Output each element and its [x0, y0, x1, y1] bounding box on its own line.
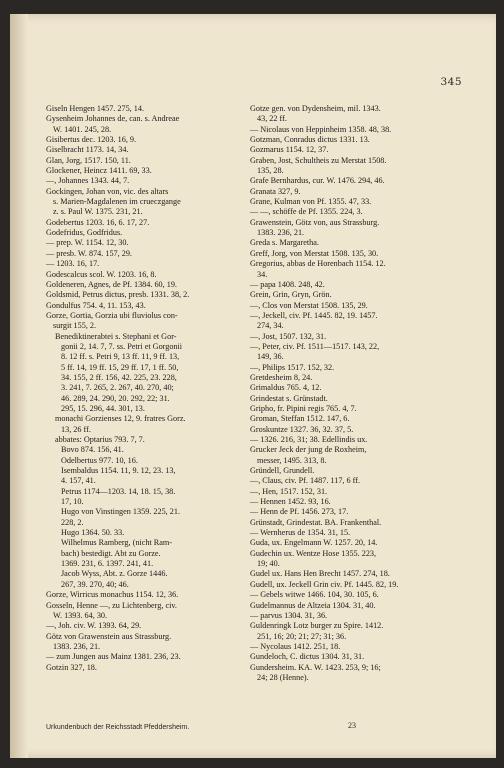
- index-entry: Hugo 1364. 50. 33.: [61, 528, 125, 538]
- index-entry: 5 ff. 14, 19 ff. 15, 29 ff. 17, 1 ff. 50,: [61, 362, 179, 372]
- index-entry: — parvus 1304. 31, 36.: [250, 610, 328, 620]
- signature-mark: 23: [348, 721, 356, 730]
- index-entry: 1383. 236, 21.: [257, 228, 305, 238]
- index-entry: 228, 2.: [61, 517, 84, 527]
- index-entry: —, Jeckell, civ. Pf. 1445. 82, 19. 1457.: [250, 310, 378, 320]
- page-number: 345: [440, 76, 462, 88]
- index-entry: Gotzman, Conradus dictus 1331. 13.: [250, 135, 370, 145]
- index-entry: 251, 16; 20; 21; 27; 31; 36.: [257, 631, 347, 641]
- index-column-left: [46, 104, 238, 673]
- index-entry: — Henn de Pf. 1456. 273, 17.: [250, 507, 349, 517]
- page-footer: Urkundenbuch der Reichsstadt Pfeddersheim.: [46, 724, 190, 731]
- index-entry: W. 1401. 245, 28.: [53, 124, 112, 134]
- index-entry: —, Peter, civ. Pf. 1511—1517. 143, 22,: [250, 341, 380, 351]
- index-entry: Gorze, Gortia, Gorzia ubi fluviolus con-: [46, 310, 178, 320]
- index-entry: 267, 39. 270, 40; 46.: [61, 579, 129, 589]
- index-entry: —, Claus, civ. Pf. 1487. 117, 6 ff.: [250, 476, 360, 486]
- index-entry: Gosseln, Henne —, zu Lichtenberg, civ.: [46, 600, 177, 610]
- index-entry: Bovo 874. 156, 41.: [61, 445, 124, 455]
- index-entry: 4. 157, 41.: [61, 476, 96, 486]
- index-entry: Groman, Steffan 1512. 147, 6.: [250, 414, 350, 424]
- index-entry: 3. 241, 7. 265, 2. 267, 40. 270, 40;: [61, 383, 174, 393]
- index-entry: — Nicolaus von Heppinheim 1358. 48, 38.: [250, 124, 392, 134]
- index-entry: Gotzin 327, 18.: [46, 662, 97, 672]
- index-entry: Gripho, fr. Pipini regis 765. 4, 7.: [250, 403, 357, 413]
- index-entry: Gregorius, abbas de Horenbach 1154. 12.: [250, 259, 386, 269]
- index-entry: 43, 22 ff.: [257, 114, 287, 124]
- index-entry: Gondulfus 754. 4, 11. 153, 43.: [46, 300, 146, 310]
- index-entry: Gockingen, Johan von, vic. des altars: [46, 186, 169, 196]
- index-entry: messer, 1495. 313, 8.: [257, 455, 327, 465]
- index-entry: — zum Jungen aus Mainz 1381. 236, 23.: [46, 652, 181, 662]
- index-entry: 34. 155, 2 ff. 156, 42. 225, 23. 228,: [61, 372, 177, 382]
- index-entry: Gudell, ux. Jeckell Grin civ. Pf. 1445. 82, 19.: [250, 579, 399, 589]
- index-entry: Grimaldus 765. 4, 12.: [250, 383, 322, 393]
- index-entry: 135, 28.: [257, 166, 284, 176]
- index-entry: — Hennen 1452. 93, 16.: [250, 497, 331, 507]
- index-entry: Grindestat s. Grünstadt.: [250, 393, 328, 403]
- index-entry: Grünstadt, Grindestat. BA. Frankenthal.: [250, 517, 382, 527]
- index-entry: monachi Gorzienses 12, 9. fratres Gorz.: [55, 414, 186, 424]
- index-entry: surgit 155, 2.: [53, 321, 97, 331]
- index-entry: Graben, Jost, Schultheis zu Merstat 1508.: [250, 155, 387, 165]
- index-entry: 149, 36.: [257, 352, 284, 362]
- index-entry: Guldenringk Lotz burger zu Spire. 1412.: [250, 621, 384, 631]
- index-entry: Godebertus 1203. 16, 6. 17, 27.: [46, 217, 150, 227]
- index-entry: — Wernherus de 1354. 31, 15.: [250, 528, 351, 538]
- index-entry: Petrus 1174—1203. 14, 18. 15, 38.: [61, 486, 176, 496]
- index-entry: 17, 10.: [61, 497, 84, 507]
- index-entry: Grein, Grin, Gryn, Grön.: [250, 290, 332, 300]
- index-entry: Isembaldus 1154. 11, 9. 12, 23. 13,: [61, 466, 176, 476]
- index-entry: s. Marien-Magdalenen im crueczgange: [53, 197, 181, 207]
- index-entry: —, Jost, 1507. 132, 31.: [250, 331, 327, 341]
- index-entry: Gundeloch, C. dictus 1304. 31, 31.: [250, 652, 365, 662]
- index-entry: — 1326. 216, 31; 38. Edellindis ux.: [250, 435, 368, 444]
- index-column-right: [250, 104, 458, 683]
- index-entry: Goldsmid, Petrus dictus, presb. 1331. 38, 2.: [46, 290, 190, 300]
- index-entry: Gudechin ux. Wentze Hose 1355. 223,: [250, 548, 377, 558]
- index-entry: gonii 2, 14. 7, 7. ss. Petri et Gorgonii: [61, 341, 183, 351]
- index-entry: Jacob Wyss, Abt. z. Gorze 1446.: [61, 569, 168, 579]
- index-entry: 19; 40.: [257, 559, 280, 569]
- index-entry: Gozmarus 1154. 12, 37.: [250, 145, 329, 155]
- index-entry: Glan, Jorg, 1517. 150, 11.: [46, 155, 131, 165]
- index-entry: 46. 289, 24. 290, 20. 292, 22; 31.: [61, 393, 170, 403]
- index-entry: Greff, Jorg, von Merstat 1508. 135, 30.: [250, 248, 379, 258]
- index-entry: W. 1393. 64, 30.: [53, 610, 108, 620]
- index-entry: Gründell, Grundell.: [250, 466, 315, 476]
- index-entry: Glockener, Heincz 1411. 69, 33.: [46, 166, 152, 176]
- index-entry: Gotze gen. von Dydensheim, mil. 1343.: [250, 104, 381, 113]
- index-entry: — presb. W. 874. 157, 29.: [46, 248, 132, 258]
- index-entry: Odelbertus 977. 10, 16.: [61, 455, 138, 465]
- index-entry: — prep. W. 1154. 12, 30.: [46, 238, 129, 248]
- index-entry: —, Joh. civ. W. 1393. 64, 29.: [46, 621, 142, 631]
- index-entry: —, Clos von Merstat 1508. 135, 29.: [250, 300, 368, 310]
- index-entry: — 1203. 16, 17.: [46, 259, 100, 269]
- index-entry: Grawenstein, Götz von, aus Strassburg.: [250, 217, 380, 227]
- index-entry: Gretdesheim 8, 24.: [250, 372, 313, 382]
- index-entry: — —, schöffe de Pf. 1355. 224, 3.: [250, 207, 363, 217]
- index-entry: 13, 26 ff.: [61, 424, 91, 434]
- index-entry: Gysenheim Johannes de, can. s. Andreae: [46, 114, 180, 124]
- index-entry: 1369. 231, 6. 1397. 241, 41.: [61, 559, 154, 569]
- index-entry: Groskuntze 1327. 36, 32. 37, 5.: [250, 424, 354, 434]
- index-entry: — Nycolaus 1412. 251, 18.: [250, 641, 341, 651]
- index-entry: — papa 1408. 248, 42.: [250, 279, 325, 289]
- index-entry: 34.: [257, 269, 268, 279]
- index-entry: Godescalcus scol. W. 1203. 16, 8.: [46, 269, 157, 279]
- index-entry: bach) bestedigt. Abt zu Gorze.: [61, 548, 161, 558]
- index-entry: 295, 15. 296, 44. 301, 13.: [61, 403, 145, 413]
- index-entry: Grane, Kulman von Pf. 1355. 47, 33.: [250, 197, 372, 207]
- index-entry: Gudelmannus de Altzeia 1304. 31, 40.: [250, 600, 376, 610]
- index-entry: —, Philips 1517. 152, 32.: [250, 362, 335, 372]
- index-entry: Greda s. Margaretha.: [250, 238, 319, 248]
- index-entry: Guda, ux. Engelmann W. 1257. 20, 14.: [250, 538, 378, 548]
- index-entry: 274, 34.: [257, 321, 284, 331]
- index-entry: Gisibertus dec. 1203. 16, 9.: [46, 135, 137, 145]
- index-entry: —, Johannes 1343. 44, 7.: [46, 176, 130, 186]
- index-entry: Giselbracht 1173. 14, 34.: [46, 145, 129, 155]
- index-entry: Götz von Grawenstein aus Strassburg.: [46, 631, 172, 641]
- index-entry: 8. 12 ff. s. Petri 9, 13 ff. 11, 9 ff. 13,: [61, 352, 180, 362]
- page-gutter-shadow: [10, 14, 28, 758]
- index-entry: 24; 28 (Henne).: [257, 672, 309, 682]
- index-entry: Giseln Hengen 1457. 275, 14.: [46, 104, 145, 113]
- index-entry: Goldeneren, Agnes, de Pf. 1384. 60, 19.: [46, 279, 177, 289]
- index-entry: Benediktinerabtei s. Stephani et Gor-: [55, 331, 177, 341]
- book-page: [10, 14, 496, 758]
- index-entry: Gorze, Wirricus monachus 1154. 12, 36.: [46, 590, 179, 600]
- index-entry: Grucker Jeck der jung de Roxheim,: [250, 445, 367, 455]
- index-entry: Gudel ux. Hans Hen Brecht 1457. 274, 18.: [250, 569, 390, 579]
- index-entry: Gundersheim. KA. W. 1423. 253, 9; 16;: [250, 662, 381, 672]
- index-entry: Godefridus, Godfridus.: [46, 228, 123, 238]
- index-entry: Grafe Bernhardus, cur. W. 1476. 294, 46.: [250, 176, 385, 186]
- index-entry: Wilhelmus Ramberg, (nicht Ram-: [61, 538, 172, 548]
- index-entry: Hugo von Vinstingen 1359. 225, 21.: [61, 507, 180, 517]
- index-entry: z. s. Paul W. 1375. 231, 21.: [53, 207, 143, 217]
- index-entry: Granata 327, 9.: [250, 186, 301, 196]
- index-entry: — Gebels witwe 1466. 104, 30. 105, 6.: [250, 590, 379, 600]
- index-entry: abbates: Optarius 793. 7, 7.: [55, 435, 145, 444]
- index-entry: —, Hen, 1517. 152, 31.: [250, 486, 328, 496]
- index-entry: 1383. 236, 21.: [53, 641, 101, 651]
